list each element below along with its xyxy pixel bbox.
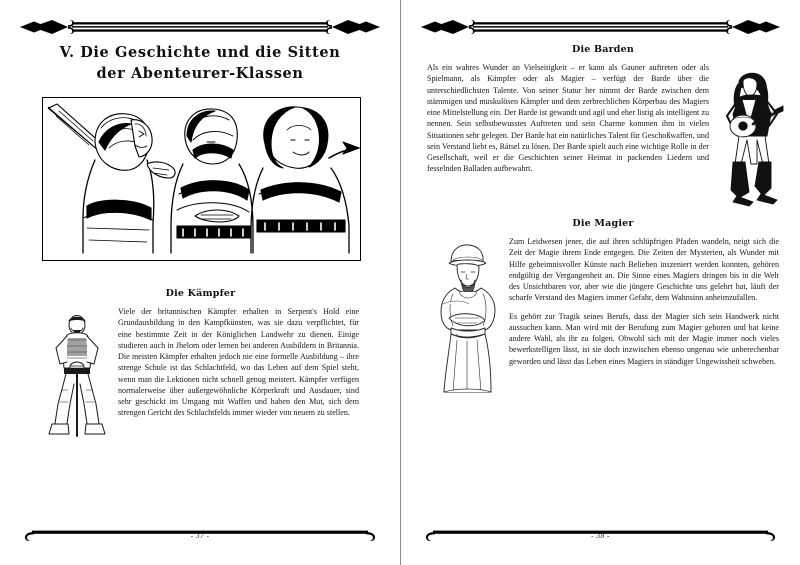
section-heading-magier: Die Magier [572,218,634,229]
chapter-title-line-2: der Abenteurer-Klassen [96,65,304,83]
folio-right: - 38 - [591,531,610,540]
magier-paragraph-2: Es gehört zur Tragik seines Berufs, dass der Magier sich sein Handwerk nicht aussuchen kann. Man wird mit der Berufung zum Magier geboren und hat keine andere Wahl, als ihr zu folgen. Obwohl sich mit der Magie immer noch vieles bewerkstelligen lässt, ist sie doch inzwischen ebenso ungenau wie unberechenbar geworden und lässt das Leben eines Magiers in ständiger Ungewissheit schweben. [509,311,779,366]
party-of-three-adventurers-icon [43,98,360,260]
barden-paragraph-1: Als ein wahres Wunder an Vielseitigkeit – er kann als Gauner auftreten oder als Spielmann, als Kämpfer oder als Magier – verfügt der Barde über die unterschiedlichsten Talente. Von seiner Statur her nimmt der Barde zwischen dem stämmigen und muskulösen Kämpfer und dem zerbrechlichen Körperbau des Magiers eine Mittelstellung ein. Der Barde ist gewandt und agil und eher listig als intelligent zu nennen. Sein selbstbewusstes Auftreten und sein Charme kommen ihm in vielen Situationen sehr gelegen. Der Barde hat ein natürliches Talent für Geschoßwaffen, und sein Verstand liebt es, Rätsel zu lösen. Der Barde spielt auch eine wichtige Rolle in der Gesellschaft, weil er die Geschichten seiner Heimat in packenden Liedern und fesselnden Balladen aufbewahrt. [427,63,709,174]
fighter-figure [42,312,112,440]
chapter-title [0,42,400,84]
mage-figure [429,242,503,402]
ornament-rule-top-right [419,14,782,40]
section-die-barden [427,44,779,202]
kaempfer-paragraph-1: Viele der britannischen Kämpfer erhalten in Serpent's Hold eine Grundausbildung in den Kampfkünsten, was sie dazu verpflichtet, für eine bestimmte Zeit in der Königlichen Landwehr zu dienen. Einige studieren auch in Jhelom oder lernen bei anderen Ausbildern in Britannia. Die meisten Kämpfer erhalten jedoch nie eine formelle Ausbildung – ihre strenge Schule ist das Schlachtfeld, wo das Leben auf dem Spiel steht, wenn man die Lektionen nicht schnell genug meistert. Kämpfer verfügen normalerweise über außergewöhnliche Körperkraft und Ausdauer, sind sehr geschickt im Umgang mit Waffen und haben den Mut, sich dem strengen Gericht des Schlachtfelds immer wieder von neuem zu stellen. [118,307,359,418]
kaempfer-body-text [118,306,359,419]
right-page [400,0,800,565]
section-die-kaempfer [42,288,359,441]
bard-figure [719,70,785,210]
magier-paragraph-1: Zum Leidwesen jener, die auf ihren schlüpfrigen Pfaden wandeln, neigt sich die Zeit der Magie ihrem Ende entgegen. Die Zeiten der Mysterien, als Wunder mit Hilfe geheimnisvoller Künste nach Belieben inszeniert werden konnten, gehören endgültig der Vergangenheit an. Die Sinne eines Magiers dringen bis in die Welt des Unsichtbaren vor, aber wie die jüngere Geschichte uns gelehrt hat, läuft der scharfe Verstand des Magiers immer Gefahr, dem Wahnsinn anheimzufallen. [509,237,779,303]
barden-body-text [427,62,709,175]
standing-fighter-with-sword-icon [42,312,112,440]
section-heading-barden: Die Barden [572,44,634,55]
section-heading-kaempfer: Die Kämpfer [165,288,236,299]
folio-left: - 37 - [190,531,210,540]
magier-body-text [509,236,779,367]
chapter-title-line-1: V. Die Geschichte und die Sitten [59,44,341,61]
bard-playing-lute-icon [719,70,785,210]
robed-mage-with-hat-icon [429,242,503,402]
ornament-rule-top-left [18,14,382,40]
party-illustration-frame [42,97,361,261]
section-die-magier [427,218,779,396]
